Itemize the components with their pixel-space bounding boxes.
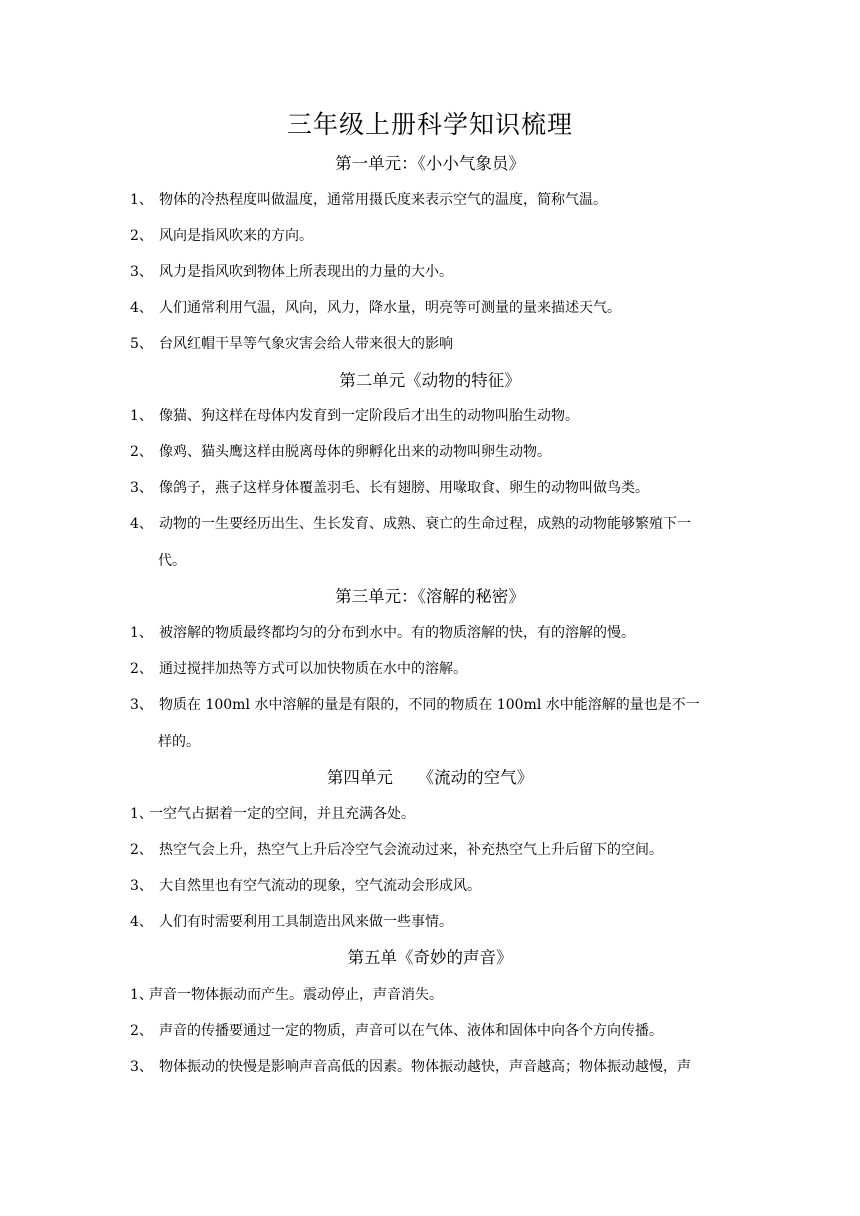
item-text: 物体振动的快慢是影响声音高低的因素。物体振动越快，声音越高；物体振动越慢，声 (159, 1059, 691, 1075)
item-number: 2、 (130, 228, 153, 244)
item-number: 2、 (130, 444, 153, 460)
item-text: 风向是指风吹来的方向。 (159, 228, 313, 244)
item-number: 1、 (130, 192, 153, 208)
item-number: 2、 (130, 1023, 153, 1039)
item-text: 声音的传播要通过一定的物质，声音可以在气体、液体和固体中向各个方向传播。 (159, 1023, 663, 1039)
item-number: 5、 (130, 336, 153, 352)
item-text: 大自然里也有空气流动的现象，空气流动会形成风。 (159, 878, 481, 894)
item-text: 动物的一生要经历出生、生长发育、成熟、衰亡的生命过程，成熟的动物能够繁殖下一 (159, 516, 691, 532)
document-title: 三年级上册科学知识梳理 (286, 110, 573, 139)
item-text: 像猫、狗这样在母体内发育到一定阶段后才出生的动物叫胎生动物。 (159, 408, 579, 424)
item-text: 台风红帽干旱等气象灾害会给人带来很大的影响 (159, 336, 453, 352)
item-number: 2、 (130, 842, 153, 858)
item-text: 声音一物体振动而产生。震动停止，声音消失。 (149, 987, 443, 1003)
item-number: 3、 (130, 697, 153, 713)
unit-2-heading: 第二单元《动物的特征》 (339, 371, 521, 390)
item-text: 被溶解的物质最终都均匀的分布到水中。有的物质溶解的快，有的溶解的慢。 (159, 625, 635, 641)
item-number: 1、 (130, 408, 153, 424)
item-number: 4、 (130, 516, 153, 532)
item-number: 4、 (130, 300, 153, 316)
item-text: 一空气占据着一定的空间，并且充满各处。 (149, 806, 415, 822)
item-text: 像鸡、猫头鹰这样由脱离母体的卵孵化出来的动物叫卵生动物。 (159, 444, 551, 460)
unit-1-heading: 第一单元：《小小气象员》 (335, 154, 525, 173)
item-number: 3、 (130, 480, 153, 496)
item-number: 1、 (130, 987, 153, 1003)
item-number: 4、 (130, 914, 153, 930)
unit-4-heading: 第四单元 《流动的空气》 (326, 768, 534, 787)
item-number: 3、 (130, 878, 153, 894)
unit-3-heading: 第三单元：《溶解的秘密》 (335, 587, 525, 606)
item-number: 3、 (130, 264, 153, 280)
item-continuation: 代。 (158, 553, 186, 569)
item-number: 1、 (130, 806, 153, 822)
item-number: 3、 (130, 1059, 153, 1075)
item-text: 人们通常利用气温，风向，风力，降水量，明亮等可测量的量来描述天气。 (159, 300, 621, 316)
item-text: 通过搅拌加热等方式可以加快物质在水中的溶解。 (159, 661, 467, 677)
item-number: 2、 (130, 661, 153, 677)
item-text: 热空气会上升，热空气上升后冷空气会流动过来，补充热空气上升后留下的空间。 (159, 842, 663, 858)
item-number: 1、 (130, 625, 153, 641)
item-text: 物质在 100ml 水中溶解的量是有限的，不同的物质在 100ml 水中能溶解的量也是不一 (159, 697, 700, 713)
item-text: 物体的冷热程度叫做温度，通常用摄氏度来表示空气的温度，简称气温。 (159, 192, 607, 208)
item-text: 像鸽子，燕子这样身体覆盖羽毛、长有翅膀、用喙取食、卵生的动物叫做鸟类。 (159, 480, 649, 496)
item-text: 人们有时需要利用工具制造出风来做一些事情。 (159, 914, 453, 930)
unit-5-heading: 第五单《奇妙的声音》 (347, 948, 513, 967)
item-text: 风力是指风吹到物体上所表现出的力量的大小。 (159, 264, 453, 280)
item-continuation: 样的。 (158, 734, 200, 750)
